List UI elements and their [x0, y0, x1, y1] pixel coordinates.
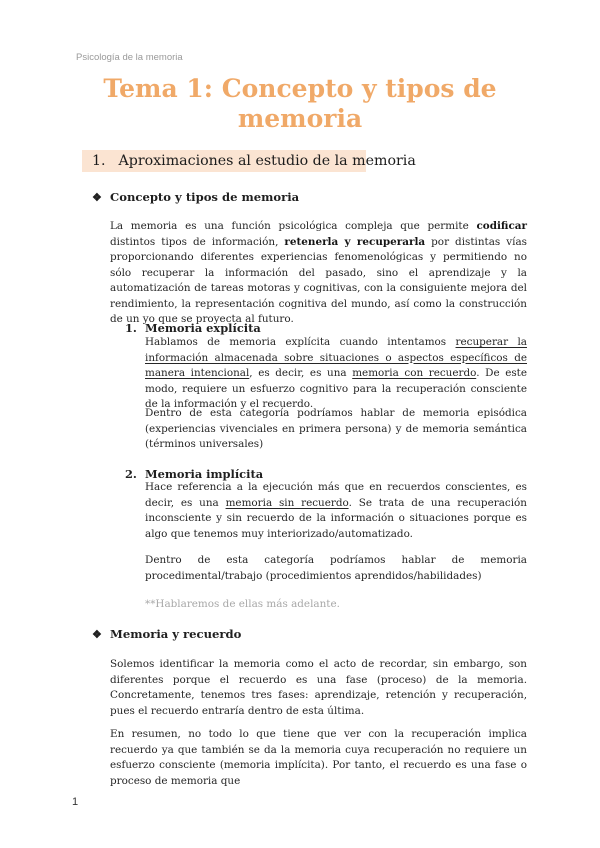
subsection-label: Memoria y recuerdo — [110, 627, 242, 641]
diamond-bullet-icon: ❖ — [92, 628, 102, 641]
page-number: 1 — [72, 796, 79, 808]
list-number: 2. — [125, 467, 137, 481]
underlined-term: recuperar la información almacenada sobre situaciones o aspectos específicos de manera intencional — [145, 336, 527, 379]
running-header: Psicología de la memoria — [76, 52, 183, 63]
text-run: por distintas vías proporcionando diferentes experiencias fenomenológicas y permitiendo no sólo recuperar la información del pasado, sino el aprendizaje y la automatización de tareas motoras y cognitivas, con la consiguiente mejora del rendimiento, la representación cognitiva del mundo, así como la construcción de un yo que se proyecta al futuro. — [110, 235, 527, 325]
subheading-explicita — [125, 321, 261, 335]
subheading-implicita — [125, 467, 263, 481]
subsection-heading-concepto — [92, 190, 299, 204]
section-heading — [82, 150, 416, 172]
page-title-line-1: Tema 1: Concepto y tipos de — [103, 74, 497, 103]
underlined-term: memoria sin recuerdo — [225, 496, 349, 509]
text-run: . Se trata de una recuperación inconsciente y sin recuerdo de la información o situaciones porque es algo que tenemos muy interiorizado/automatizado. — [145, 496, 527, 540]
list-number: 1. — [125, 321, 137, 335]
text-run: Hace referencia a la ejecución más que en recuerdos conscientes, es decir, es una — [145, 481, 527, 509]
subheading-label: Memoria implícita — [145, 467, 264, 481]
text-run: . De este modo, requiere un esfuerzo cognitivo para la recuperación consciente de la información y el recuerdo. — [145, 367, 527, 410]
bold-term: codificar — [476, 220, 527, 232]
subheading-label: Memoria explícita — [145, 321, 261, 335]
section-number: 1. — [92, 153, 106, 169]
note-text: **Hablaremos de ellas más adelante. — [145, 598, 340, 610]
underlined-term: memoria con recuerdo — [352, 367, 477, 379]
text-run: distintos tipos de información, — [110, 235, 285, 248]
subsection-heading-recuerdo — [92, 627, 241, 641]
page-title-line-2: memoria — [237, 104, 363, 133]
recuerdo-paragraph-1: Solemos identificar la memoria como el acto de recordar, sin embargo, son diferentes porque el recuerdo es una fase (proceso) de la memoria. Concretamente, tenemos tres fases: aprendizaje, retención y recuperación, pues el recuerdo entraría dentro de esta última. — [110, 658, 527, 717]
text-run: La memoria es una función psicológica compleja que permite — [110, 220, 477, 232]
recuerdo-paragraph-2: En resumen, no todo lo que tiene que ver con la recuperación implica recuerdo ya que también se da la memoria cuya recuperación no requiere un esfuerzo consciente (memoria implícita). Por tanto, el recuerdo es una fase o proceso de memoria que — [110, 728, 527, 787]
implicita-paragraph-1 — [145, 480, 527, 542]
text-run: , es decir, es una — [249, 367, 353, 379]
diamond-bullet-icon: ❖ — [92, 191, 102, 204]
subsection-label: Concepto y tipos de memoria — [110, 190, 300, 204]
text-run: Hablamos de memoria explícita cuando intentamos — [145, 336, 456, 348]
section-label: Aproximaciones al estudio de la memoria — [118, 153, 416, 169]
explicita-paragraph-2: Dentro de esta categoría podríamos hablar de memoria episódica (experiencias vivenciales en primera persona) y de memoria semántica (términos universales) — [145, 407, 527, 450]
bold-term: retenerla y recuperarla — [284, 235, 426, 248]
implicita-paragraph-2: Dentro de esta categoría podríamos hablar de memoria procedimental/trabajo (procedimientos aprendidos/habilidades) — [145, 554, 527, 582]
concepto-paragraph — [110, 219, 527, 328]
explicita-paragraph-1 — [145, 335, 527, 413]
